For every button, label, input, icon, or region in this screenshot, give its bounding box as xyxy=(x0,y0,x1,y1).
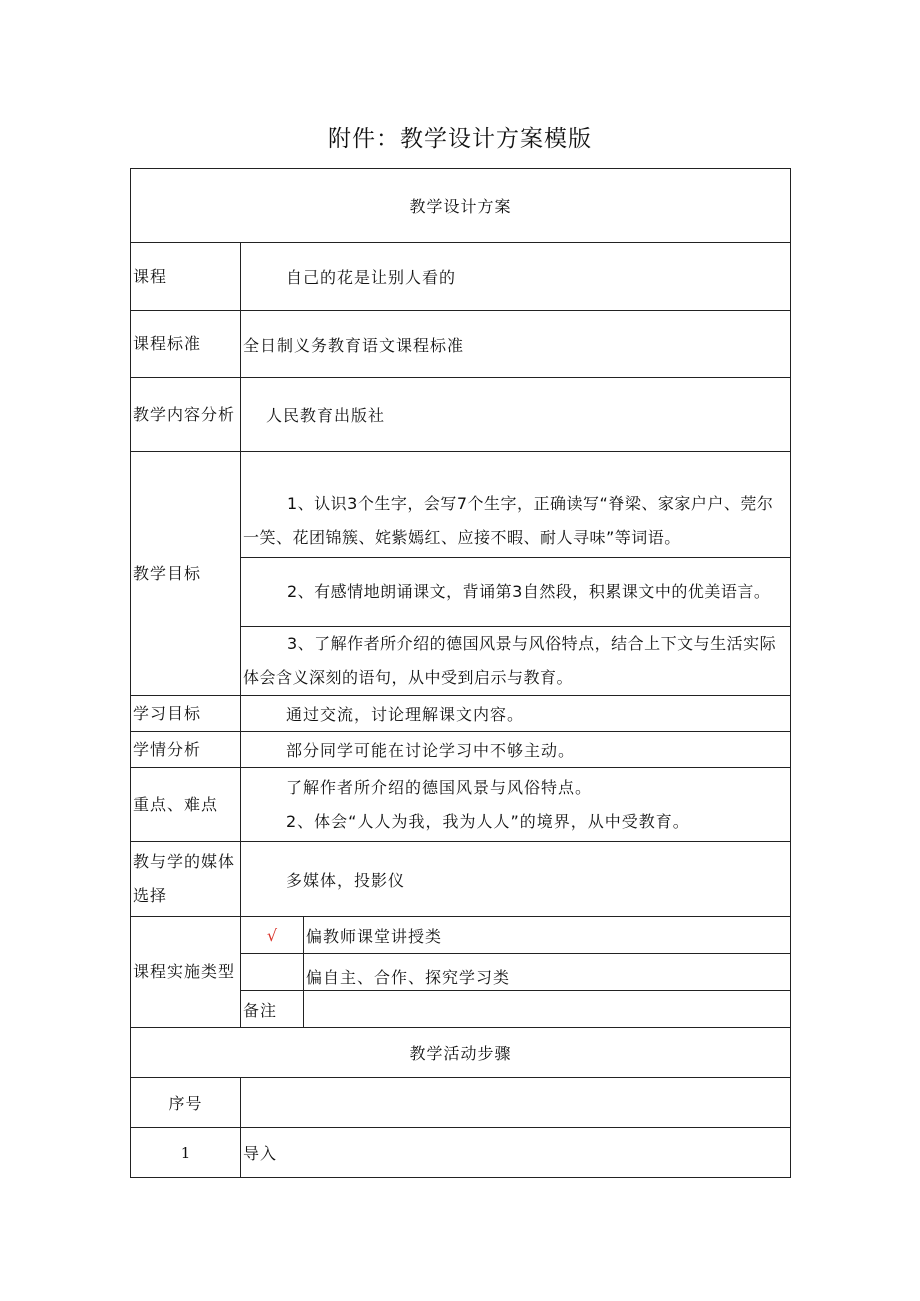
course-label: 课程 xyxy=(131,243,241,311)
table-header-row xyxy=(131,169,791,243)
standard-row xyxy=(131,311,791,378)
situation-label: 学情分析 xyxy=(131,732,241,768)
learning-value: 通过交流，讨论理解课文内容。 xyxy=(241,696,791,732)
steps-header: 教学活动步骤 xyxy=(131,1028,791,1078)
seq-content-header xyxy=(241,1078,791,1128)
type-row-1 xyxy=(131,917,791,954)
key-label: 重点、难点 xyxy=(131,768,241,842)
content-label: 教学内容分析 xyxy=(131,378,241,452)
table-header: 教学设计方案 xyxy=(131,169,791,243)
lesson-plan-table xyxy=(130,168,791,1178)
goal-row-1 xyxy=(131,452,791,558)
type-note-label: 备注 xyxy=(241,991,304,1028)
standard-value: 全日制义务教育语文课程标准 xyxy=(241,311,791,378)
goal-text: 2、有感情地朗诵课文，背诵第3自然段，积累课文中的优美语言。 xyxy=(287,582,771,601)
steps-header-row xyxy=(131,1028,791,1078)
learning-label: 学习目标 xyxy=(131,696,241,732)
situation-value: 部分同学可能在讨论学习中不够主动。 xyxy=(241,732,791,768)
table-row xyxy=(131,1128,791,1178)
goal-item-3 xyxy=(241,627,791,696)
type-note-value xyxy=(304,991,791,1028)
content-value: 人民教育出版社 xyxy=(241,378,791,452)
key-values xyxy=(241,768,791,842)
row-text: 导入 xyxy=(241,1128,791,1178)
goal-text: 1、认识3个生字，会写7个生字，正确读写“脊梁、家家户户、莞尔一笑、花团锦簇、姹紫嫣红、应接不暇、耐人寻味”等词语。 xyxy=(243,494,774,547)
media-label: 教与学的媒体选择 xyxy=(131,842,241,917)
media-row xyxy=(131,842,791,917)
goal-text: 3、了解作者所介绍的德国风景与风俗特点，结合上下文与生活实际体会含义深刻的语句，从中受到启示与教育。 xyxy=(243,634,777,687)
goal-item-1 xyxy=(241,452,791,558)
seq-label: 序号 xyxy=(131,1078,241,1128)
standard-label: 课程标准 xyxy=(131,311,241,378)
key-point-1: 了解作者所介绍的德国风景与风俗特点。 xyxy=(286,777,593,797)
type-check-empty xyxy=(241,954,304,991)
course-row xyxy=(131,243,791,311)
key-row xyxy=(131,768,791,842)
key-point-2: 2、体会“人人为我，我为人人”的境界，从中受教育。 xyxy=(286,811,690,831)
row-number: 1 xyxy=(131,1128,241,1178)
document-title: 附件：教学设计方案模版 xyxy=(328,126,592,152)
type-option-1: 偏教师课堂讲授类 xyxy=(304,917,791,954)
type-label: 课程实施类型 xyxy=(131,917,241,1028)
goal-item-2 xyxy=(241,558,791,627)
content-row xyxy=(131,378,791,452)
media-value: 多媒体，投影仪 xyxy=(241,842,791,917)
type-option-2: 偏自主、合作、探究学习类 xyxy=(304,954,791,991)
goals-label: 教学目标 xyxy=(131,452,241,696)
course-value: 自己的花是让别人看的 xyxy=(241,243,791,311)
seq-header-row xyxy=(131,1078,791,1128)
situation-row xyxy=(131,732,791,768)
learning-row xyxy=(131,696,791,732)
check-mark-icon: √ xyxy=(241,917,304,954)
